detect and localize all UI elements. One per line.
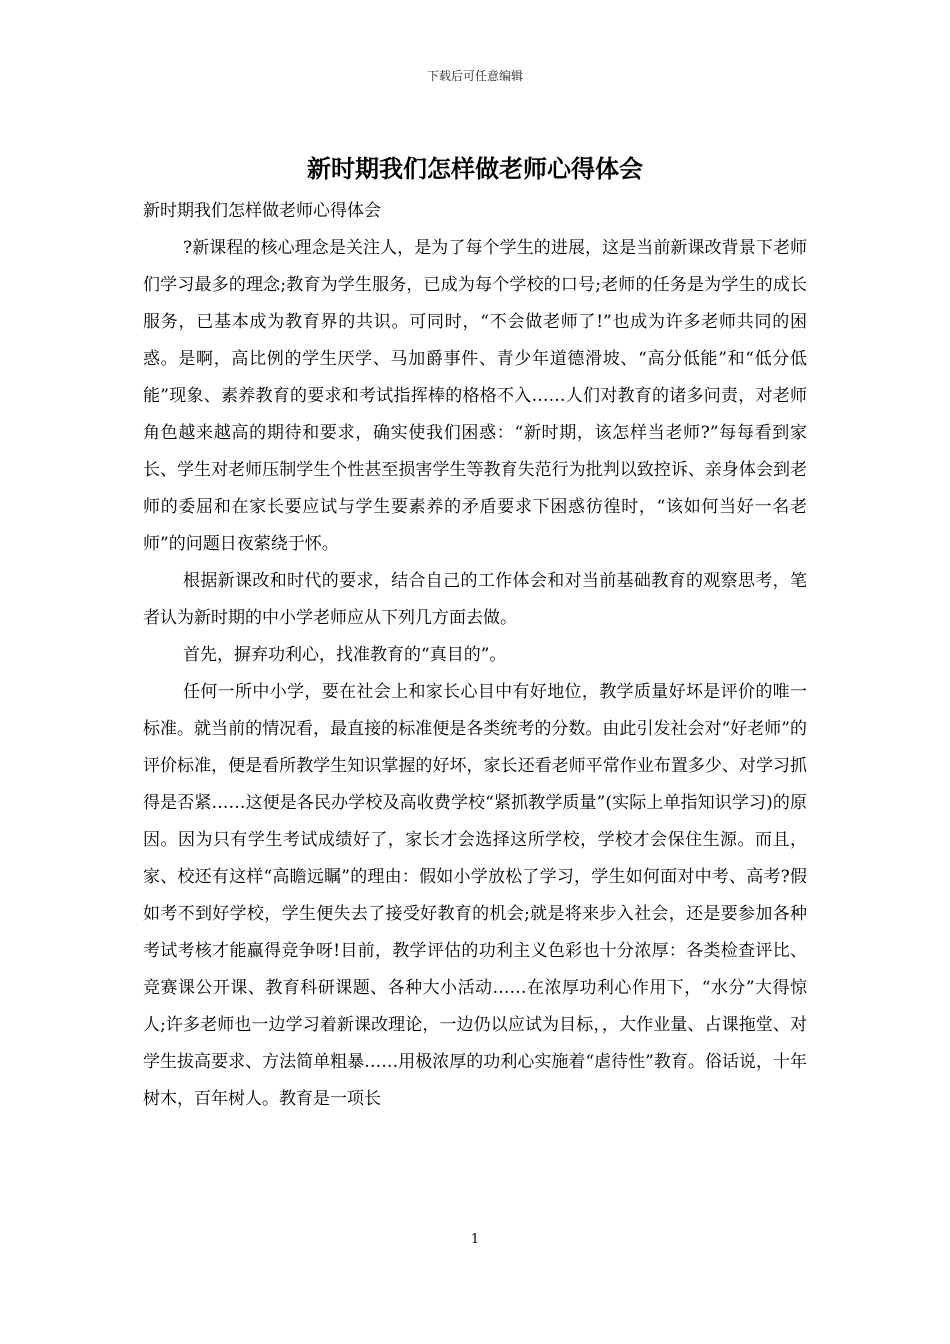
paragraph-4: 任何一所中小学，要在社会上和家长心目中有好地位，教学质量好坏是评价的唯一标准。就当前的情况看，最直接的标准便是各类统考的分数。由此引发社会对“好老师”的评价标准，便是看所教学生知识掌握的好坏，家长还看老师平常作业布置多少、对学习抓得是否紧……这便是各民办学校及高收费学校“紧抓教学质量”(实际上单指知识学习)的原因。因为只有学生考试成绩好了，家长才会选择这所学校，学校才会保住生源。而且，家、校还有这样“高瞻远瞩”的理由：假如小学放松了学习，学生如何面对中考、高考?假如考不到好学校，学生便失去了接受好教育的机会;就是将来步入社会，还是要参加各种考试考核才能赢得竞争呀!目前，教学评估的功利主义色彩也十分浓厚：各类检查评比、竞赛课公开课、教育科研课题、各种大小活动……在浓厚功利心作用下，“水分”大得惊人;许多老师也一边学习着新课改理论，一边仍以应试为目标，，大作业量、占课拖堂、对学生拔高要求、方法简单粗暴……用极浓厚的功利心实施着“虐待性”教育。俗话说，十年树木，百年树人。教育是一项长 (143, 682, 807, 1109)
paragraph-1: ?新课程的核心理念是关注人，是为了每个学生的进展，这是当前新课改背景下老师们学习最多的理念;教育为学生服务，已成为每个学校的口号;老师的任务是为学生的成长服务，已基本成为教育界的共识。可同时，“不会做老师了!”也成为许多老师共同的困惑。是啊，高比例的学生厌学、马加爵事件、青少年道德滑坡、“高分低能”和“低分低能”现象、素养教育的要求和考试指挥棒的格格不入……人们对教育的诸多问责，对老师角色越来越高的期待和要求，确实使我们困惑：“新时期，该怎样当老师?”每每看到家长、学生对老师压制学生个性甚至损害学生等教育失范行为批判以致控诉、亲身体会到老师的委屈和在家长要应试与学生要素养的矛盾要求下困惑彷徨时，“该如何当好一名老师”的问题日夜萦绕于怀。 (143, 238, 807, 554)
document-body (143, 193, 807, 1118)
page-header-note: 下载后可任意编辑 (426, 69, 523, 83)
paragraph-2: 根据新课改和时代的要求，结合自己的工作体会和对当前基础教育的观察思考，笔者认为新时期的中小学老师应从下列几方面去做。 (143, 571, 807, 628)
document-title: 新时期我们怎样做老师心得体会 (307, 154, 643, 183)
paragraph-3: 首先，摒弃功利心，找准教育的“真目的”。 (183, 645, 507, 665)
page-number: 1 (470, 1232, 480, 1247)
document-subtitle: 新时期我们怎样做老师心得体会 (143, 201, 381, 221)
